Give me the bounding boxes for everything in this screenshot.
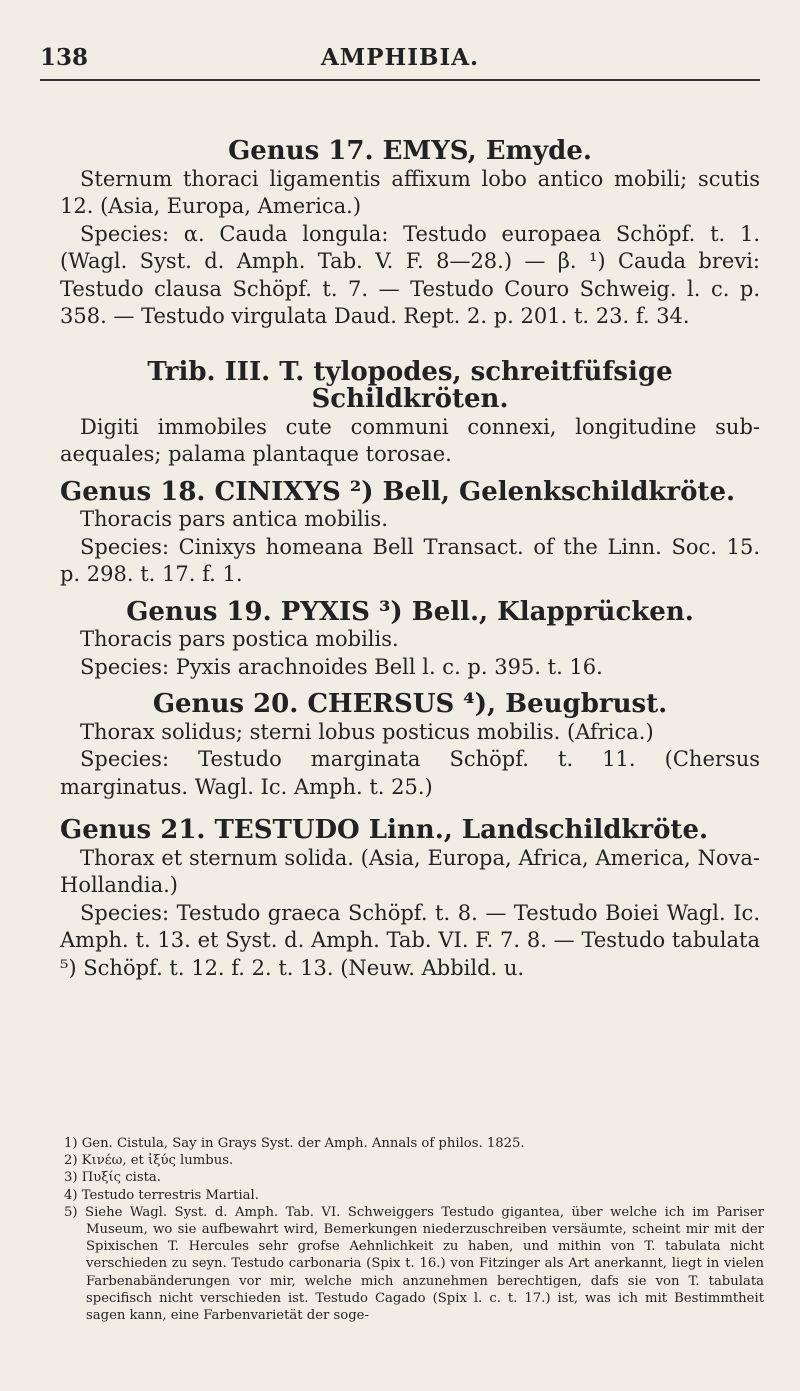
tribe-heading-line1: Trib. III. T. tylopodes, schreitfüfsige xyxy=(147,356,673,387)
genus-pyxis-species: Species: Pyxis arachnoides Bell l. c. p. 395. t. 16. xyxy=(80,654,603,679)
footnote: 2) Κινέω, et ἰξύς lumbus. xyxy=(64,1153,234,1169)
genus-emys-species: Species: α. Cauda longula: Testudo europaea Schöpf. t. 1. (Wagl. Syst. d. Amph. Tab. V. F. 8—28.) — β. ¹) Cauda brevi: Testudo clausa Schöpf. t. 7. — Testudo Couro Schweig. l. c. p. 358. — Testudo virgulata Daud. Rept. 2. p. 201. t. 23. f. 34. xyxy=(60,221,760,328)
genus-emys-description: Sternum thoraci ligamentis affixum lobo antico mobili; scutis 12. (Asia, Europa, America.) xyxy=(60,166,760,218)
genus-chersus-description: Thorax solidus; sterni lobus posticus mobilis. (Africa.) xyxy=(80,719,654,744)
genus-cinixys-species: Species: Cinixys homeana Bell Transact. of the Linn. Soc. 15. p. 298. t. 17. f. 1. xyxy=(60,534,760,586)
genus-cinixys-heading: Genus 18. CINIXYS ²) Bell, Gelenkschildkröte. xyxy=(60,476,736,507)
genus-testudo-heading: Genus 21. TESTUDO Linn., Landschildkröte. xyxy=(60,815,709,845)
footnote: 1) Gen. Cistula, Say in Grays Syst. der Amph. Annals of philos. 1825. xyxy=(64,1136,525,1151)
tribe-heading-line2: Schildkröten. xyxy=(311,384,509,414)
genus-pyxis-heading: Genus 19. PYXIS ³) Bell., Klapprücken. xyxy=(126,596,694,627)
genus-chersus-species: Species: Testudo marginata Schöpf. t. 11. (Chersus marginatus. Wagl. Ic. Amph. t. 25.) xyxy=(60,747,760,799)
genus-testudo-description: Thorax et sternum solida. (Asia, Europa, Africa, America, Nova-Hollandia.) xyxy=(60,845,760,897)
genus-emys-heading: Genus 17. EMYS, Emyde. xyxy=(228,136,592,166)
page-number: 138 xyxy=(40,44,89,71)
genus-cinixys-description: Thoracis pars antica mobilis. xyxy=(80,507,388,531)
footnote: 3) Πυξίς cista. xyxy=(64,1170,161,1186)
footnote: 4) Testudo terrestris Martial. xyxy=(64,1187,259,1203)
running-header xyxy=(40,44,760,78)
main-text xyxy=(60,138,760,982)
genus-testudo-species: Species: Testudo graeca Schöpf. t. 8. — Testudo Boiei Wagl. Ic. Amph. t. 13. et Syst. d. Amph. Tab. VI. F. 7. 8. — Testudo tabulata ⁵) Schöpf. t. 12. f. 2. t. 13. (Neuw. Abbild. u. xyxy=(60,900,760,980)
tribe-description: Digiti immobiles cute communi connexi, longitudine sub-aequales; palama plantaque torosae. xyxy=(60,414,760,466)
genus-pyxis-description: Thoracis pars postica mobilis. xyxy=(80,627,399,651)
header-rule xyxy=(40,79,760,81)
footnote: 5) Siehe Wagl. Syst. d. Amph. Tab. VI. Schweiggers Testudo gigantea, über welche ich im Pariser Museum, wo sie aufbewahrt wird, Bemerkungen niederzuschreiben versäumte, scheint mir mit der Spixischen T. Hercules sehr grofse Aehnlichkeit zu haben, und mithin von T. tabulata nicht verschieden zu seyn. Testudo carbonaria (Spix t. 16.) von Fitzinger als Art anerkannt, liegt in vielen Farbenabänderungen vor mir, welche mich anzunehmen berechtigen, dafs sie von T. tabulata specifisch nicht verschieden ist. Testudo Cagado (Spix l. c. t. 17.) ist, was ich mit Bestimmtheit sagen kann, eine Farbenvarietät der soge- xyxy=(64,1204,764,1324)
genus-chersus-heading: Genus 20. CHERSUS ⁴), Beugbrust. xyxy=(152,689,668,719)
footnotes xyxy=(64,1135,764,1324)
running-title: AMPHIBIA. xyxy=(320,44,480,71)
